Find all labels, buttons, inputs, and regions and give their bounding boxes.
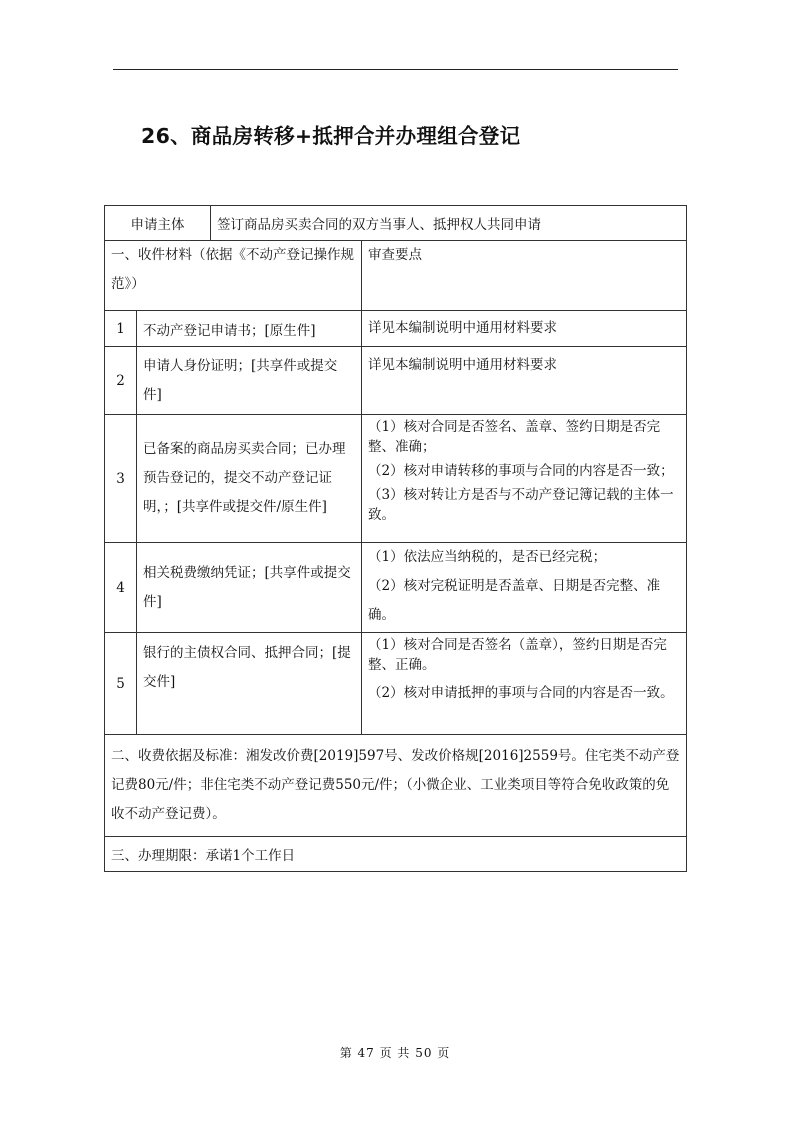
material-cell: 申请人身份证明；[共享件或提交件] [137, 347, 362, 415]
table-row [105, 347, 687, 415]
material-cell: 银行的主债权合同、抵押合同；[提交件] [137, 633, 362, 735]
row-number: 3 [105, 415, 137, 543]
table-row [105, 633, 687, 735]
review-point: （1）核对合同是否签名（盖章），签约日期是否完整、正确。 [368, 637, 667, 673]
row-number: 5 [105, 633, 137, 735]
materials-header: 一、收件材料（依据《不动产登记操作规范》） [105, 241, 362, 311]
review-point: 详见本编制说明中通用材料要求 [368, 357, 557, 373]
fee-standard: 二、收费依据及标准：湘发改价费[2019]597号、发改价格规[2016]2559号。住宅类不动产登记费80元/件；非住宅类不动产登记费550元/件；（小微企业、工业类项目等符合免收政策的免收不动产登记费）。 [105, 735, 687, 837]
page-number: 第 47 页 共 50 页 [339, 1046, 451, 1060]
review-point: （3）核对转让方是否与不动产登记簿记载的主体一致。 [368, 487, 674, 523]
row-number: 4 [105, 543, 137, 633]
material-cell: 已备案的商品房买卖合同；已办理预告登记的，提交不动产登记证明，；[共享件或提交件/原生件] [137, 415, 362, 543]
review-header: 审查要点 [362, 241, 687, 311]
processing-period: 三、办理期限：承诺1个工作日 [105, 837, 687, 872]
row-number: 1 [105, 311, 137, 347]
table-row [105, 543, 687, 633]
applicant-label: 申请主体 [105, 206, 211, 241]
review-point: （2）核对申请转移的事项与合同的内容是否一致； [368, 463, 674, 479]
review-point: 详见本编制说明中通用材料要求 [368, 319, 557, 336]
review-point: （1）核对合同是否签名、盖章、签约日期是否完整、准确； [368, 419, 661, 455]
review-cell [362, 347, 687, 415]
table-row [105, 311, 687, 347]
review-cell [362, 415, 687, 543]
material-cell: 相关税费缴纳凭证；[共享件或提交件] [137, 543, 362, 633]
period-row [105, 837, 687, 872]
review-point: （2）核对完税证明是否盖章、日期是否完整、准确。 [368, 578, 661, 623]
registration-table [104, 205, 687, 872]
fee-row [105, 735, 687, 837]
header-rule [113, 69, 678, 70]
row-number: 2 [105, 347, 137, 415]
applicant-value: 签订商品房买卖合同的双方当事人、抵押权人共同申请 [211, 206, 687, 241]
table-row [105, 415, 687, 543]
applicant-row [105, 206, 687, 241]
material-cell: 不动产登记申请书；[原生件] [137, 311, 362, 347]
section1-header-row [105, 241, 687, 311]
review-cell [362, 633, 687, 735]
review-cell [362, 311, 687, 347]
review-point: （1）依法应当纳税的，是否已经完税； [368, 549, 607, 565]
review-cell [362, 543, 687, 633]
review-point: （2）核对申请抵押的事项与合同的内容是否一致。 [368, 685, 674, 701]
document-title: 26、商品房转移+抵押合并办理组合登记 [141, 124, 521, 148]
